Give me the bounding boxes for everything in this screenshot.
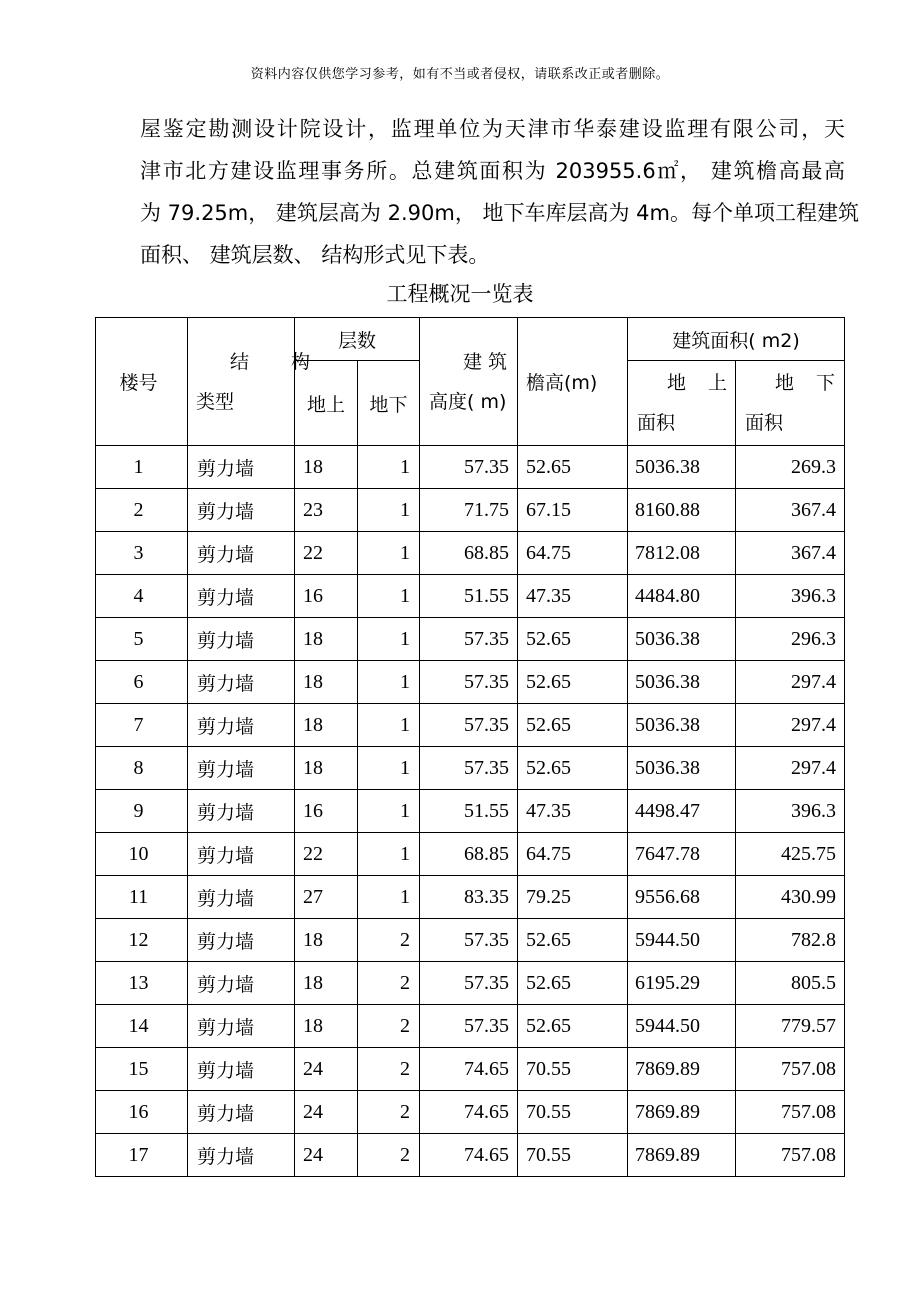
cell-floors-below: 1 bbox=[358, 876, 420, 919]
cell-structure-type: 剪力墙 bbox=[188, 1134, 295, 1177]
cell-building-height: 74.65 bbox=[420, 1091, 518, 1134]
cell-area-below: 367.4 bbox=[736, 532, 845, 575]
cell-floors-above: 16 bbox=[295, 575, 358, 618]
table-row bbox=[96, 876, 845, 919]
project-overview-table bbox=[95, 317, 845, 1177]
cell-building-height: 51.55 bbox=[420, 575, 518, 618]
header-building-height bbox=[420, 318, 518, 446]
table-row bbox=[96, 833, 845, 876]
cell-area-above: 5036.38 bbox=[628, 661, 736, 704]
cell-floors-below: 2 bbox=[358, 1048, 420, 1091]
cell-area-above: 5036.38 bbox=[628, 704, 736, 747]
cell-floors-above: 27 bbox=[295, 876, 358, 919]
cell-building-height: 71.75 bbox=[420, 489, 518, 532]
cell-floors-below: 2 bbox=[358, 1005, 420, 1048]
cell-area-above: 7869.89 bbox=[628, 1048, 736, 1091]
cell-structure-type: 剪力墙 bbox=[188, 1048, 295, 1091]
cell-structure-type: 剪力墙 bbox=[188, 618, 295, 661]
cell-building-height: 57.35 bbox=[420, 962, 518, 1005]
cell-area-above: 4498.47 bbox=[628, 790, 736, 833]
cell-building-no: 15 bbox=[96, 1048, 188, 1091]
cell-structure-type: 剪力墙 bbox=[188, 446, 295, 489]
cell-area-above: 7812.08 bbox=[628, 532, 736, 575]
cell-floors-above: 18 bbox=[295, 704, 358, 747]
header-height-line1: 建 筑 bbox=[462, 350, 508, 373]
header-area-below bbox=[736, 361, 845, 446]
cell-structure-type: 剪力墙 bbox=[188, 876, 295, 919]
cell-building-no: 8 bbox=[96, 747, 188, 790]
header-eave-height: 檐高(m) bbox=[518, 318, 628, 446]
cell-area-below: 779.57 bbox=[736, 1005, 845, 1048]
cell-building-no: 7 bbox=[96, 704, 188, 747]
cell-eave-height: 70.55 bbox=[518, 1134, 628, 1177]
cell-floors-below: 1 bbox=[358, 575, 420, 618]
cell-eave-height: 52.65 bbox=[518, 919, 628, 962]
cell-eave-height: 52.65 bbox=[518, 962, 628, 1005]
paragraph-line: 津市北方建设监理事务所。总建筑面积为 203955.6㎡， 建筑檐高最高 bbox=[140, 159, 845, 183]
header-structure-line1: 结 构 bbox=[230, 350, 310, 373]
cell-area-below: 396.3 bbox=[736, 575, 845, 618]
cell-building-height: 57.35 bbox=[420, 919, 518, 962]
header-floors-below: 地下 bbox=[358, 361, 420, 446]
cell-building-no: 14 bbox=[96, 1005, 188, 1048]
paragraph-line: 为 79.25m， 建筑层高为 2.90m， 地下车库层高为 4m。每个单项工程建筑 bbox=[140, 201, 859, 225]
cell-area-below: 425.75 bbox=[736, 833, 845, 876]
header-structure-type bbox=[188, 318, 310, 446]
table-row bbox=[96, 747, 845, 790]
cell-building-height: 68.85 bbox=[420, 532, 518, 575]
cell-floors-above: 18 bbox=[295, 919, 358, 962]
header-area-above-line1: 地 上 bbox=[667, 372, 728, 394]
cell-eave-height: 52.65 bbox=[518, 747, 628, 790]
cell-eave-height: 67.15 bbox=[518, 489, 628, 532]
cell-structure-type: 剪力墙 bbox=[188, 1091, 295, 1134]
cell-eave-height: 47.35 bbox=[518, 575, 628, 618]
cell-area-above: 7869.89 bbox=[628, 1091, 736, 1134]
cell-floors-above: 24 bbox=[295, 1134, 358, 1177]
table-row bbox=[96, 575, 845, 618]
cell-area-below: 269.3 bbox=[736, 446, 845, 489]
copyright-notice: 资料内容仅供您学习参考，如有不当或者侵权，请联系改正或者删除。 bbox=[250, 67, 670, 82]
table-header-row bbox=[96, 318, 845, 361]
header-area-below-line1: 地 下 bbox=[775, 372, 836, 394]
cell-area-below: 297.4 bbox=[736, 661, 845, 704]
cell-eave-height: 52.65 bbox=[518, 1005, 628, 1048]
cell-eave-height: 64.75 bbox=[518, 532, 628, 575]
cell-building-no: 2 bbox=[96, 489, 188, 532]
table-row bbox=[96, 704, 845, 747]
header-area-below-line2: 面积 bbox=[745, 412, 784, 434]
cell-building-no: 4 bbox=[96, 575, 188, 618]
cell-structure-type: 剪力墙 bbox=[188, 489, 295, 532]
table-row bbox=[96, 790, 845, 833]
cell-area-below: 296.3 bbox=[736, 618, 845, 661]
cell-floors-above: 23 bbox=[295, 489, 358, 532]
table-row bbox=[96, 446, 845, 489]
cell-floors-below: 2 bbox=[358, 962, 420, 1005]
header-area-above-line2: 面积 bbox=[637, 412, 676, 434]
cell-floors-below: 1 bbox=[358, 833, 420, 876]
cell-area-below: 805.5 bbox=[736, 962, 845, 1005]
header-floors: 层数 bbox=[295, 318, 420, 361]
cell-floors-above: 22 bbox=[295, 532, 358, 575]
table-row bbox=[96, 1005, 845, 1048]
header-height-line2: 高度( m) bbox=[429, 390, 507, 413]
cell-area-above: 6195.29 bbox=[628, 962, 736, 1005]
cell-structure-type: 剪力墙 bbox=[188, 919, 295, 962]
table-row bbox=[96, 962, 845, 1005]
cell-building-no: 3 bbox=[96, 532, 188, 575]
table-title: 工程概况一览表 bbox=[386, 282, 534, 306]
cell-building-no: 12 bbox=[96, 919, 188, 962]
cell-area-below: 782.8 bbox=[736, 919, 845, 962]
cell-floors-above: 16 bbox=[295, 790, 358, 833]
cell-area-above: 8160.88 bbox=[628, 489, 736, 532]
cell-building-height: 57.35 bbox=[420, 661, 518, 704]
table-row bbox=[96, 919, 845, 962]
header-structure-line2: 类型 bbox=[196, 390, 235, 413]
cell-area-above: 9556.68 bbox=[628, 876, 736, 919]
cell-area-below: 396.3 bbox=[736, 790, 845, 833]
cell-structure-type: 剪力墙 bbox=[188, 747, 295, 790]
cell-area-above: 5036.38 bbox=[628, 747, 736, 790]
cell-building-no: 1 bbox=[96, 446, 188, 489]
cell-building-no: 6 bbox=[96, 661, 188, 704]
cell-building-height: 51.55 bbox=[420, 790, 518, 833]
cell-structure-type: 剪力墙 bbox=[188, 661, 295, 704]
paragraph-line: 面积、 建筑层数、 结构形式见下表。 bbox=[140, 243, 490, 267]
cell-area-above: 5036.38 bbox=[628, 446, 736, 489]
cell-area-below: 757.08 bbox=[736, 1048, 845, 1091]
paragraph-line: 屋鉴定勘测设计院设计，监理单位为天津市华泰建设监理有限公司，天 bbox=[140, 117, 845, 141]
cell-eave-height: 64.75 bbox=[518, 833, 628, 876]
cell-floors-above: 18 bbox=[295, 661, 358, 704]
cell-eave-height: 52.65 bbox=[518, 446, 628, 489]
cell-floors-below: 1 bbox=[358, 661, 420, 704]
cell-area-below: 297.4 bbox=[736, 747, 845, 790]
cell-floors-below: 1 bbox=[358, 704, 420, 747]
cell-building-height: 74.65 bbox=[420, 1134, 518, 1177]
cell-structure-type: 剪力墙 bbox=[188, 704, 295, 747]
cell-building-height: 57.35 bbox=[420, 1005, 518, 1048]
cell-structure-type: 剪力墙 bbox=[188, 1005, 295, 1048]
table-row bbox=[96, 532, 845, 575]
cell-floors-above: 18 bbox=[295, 1005, 358, 1048]
cell-floors-above: 18 bbox=[295, 446, 358, 489]
cell-building-height: 74.65 bbox=[420, 1048, 518, 1091]
cell-building-height: 57.35 bbox=[420, 446, 518, 489]
cell-floors-above: 24 bbox=[295, 1048, 358, 1091]
cell-building-no: 10 bbox=[96, 833, 188, 876]
cell-floors-above: 18 bbox=[295, 962, 358, 1005]
cell-structure-type: 剪力墙 bbox=[188, 532, 295, 575]
cell-building-no: 13 bbox=[96, 962, 188, 1005]
cell-eave-height: 47.35 bbox=[518, 790, 628, 833]
cell-building-height: 57.35 bbox=[420, 704, 518, 747]
cell-area-above: 4484.80 bbox=[628, 575, 736, 618]
table-row bbox=[96, 661, 845, 704]
cell-building-no: 17 bbox=[96, 1134, 188, 1177]
cell-floors-below: 1 bbox=[358, 532, 420, 575]
cell-area-below: 757.08 bbox=[736, 1091, 845, 1134]
cell-eave-height: 52.65 bbox=[518, 618, 628, 661]
cell-eave-height: 70.55 bbox=[518, 1091, 628, 1134]
table-row bbox=[96, 1134, 845, 1177]
cell-structure-type: 剪力墙 bbox=[188, 833, 295, 876]
cell-area-above: 7647.78 bbox=[628, 833, 736, 876]
cell-floors-below: 1 bbox=[358, 790, 420, 833]
cell-floors-below: 2 bbox=[358, 1091, 420, 1134]
cell-floors-below: 1 bbox=[358, 618, 420, 661]
cell-area-above: 5944.50 bbox=[628, 919, 736, 962]
cell-area-below: 430.99 bbox=[736, 876, 845, 919]
cell-building-height: 68.85 bbox=[420, 833, 518, 876]
cell-floors-above: 22 bbox=[295, 833, 358, 876]
body-paragraph bbox=[140, 108, 859, 276]
cell-floors-below: 1 bbox=[358, 747, 420, 790]
cell-building-height: 83.35 bbox=[420, 876, 518, 919]
table-row bbox=[96, 489, 845, 532]
cell-eave-height: 79.25 bbox=[518, 876, 628, 919]
header-area-above bbox=[628, 361, 736, 446]
table-row bbox=[96, 1048, 845, 1091]
cell-building-height: 57.35 bbox=[420, 618, 518, 661]
cell-area-above: 5944.50 bbox=[628, 1005, 736, 1048]
cell-eave-height: 52.65 bbox=[518, 704, 628, 747]
cell-floors-above: 18 bbox=[295, 747, 358, 790]
table-row bbox=[96, 1091, 845, 1134]
cell-building-no: 9 bbox=[96, 790, 188, 833]
cell-building-no: 16 bbox=[96, 1091, 188, 1134]
table-row bbox=[96, 618, 845, 661]
header-floors-above: 地上 bbox=[295, 361, 358, 446]
cell-building-no: 5 bbox=[96, 618, 188, 661]
cell-floors-below: 1 bbox=[358, 489, 420, 532]
cell-eave-height: 52.65 bbox=[518, 661, 628, 704]
header-building-no: 楼号 bbox=[96, 318, 188, 446]
cell-floors-above: 18 bbox=[295, 618, 358, 661]
cell-building-no: 11 bbox=[96, 876, 188, 919]
cell-structure-type: 剪力墙 bbox=[188, 575, 295, 618]
cell-area-below: 757.08 bbox=[736, 1134, 845, 1177]
cell-eave-height: 70.55 bbox=[518, 1048, 628, 1091]
cell-area-below: 367.4 bbox=[736, 489, 845, 532]
cell-building-height: 57.35 bbox=[420, 747, 518, 790]
cell-floors-below: 1 bbox=[358, 446, 420, 489]
cell-floors-below: 2 bbox=[358, 1134, 420, 1177]
cell-area-above: 7869.89 bbox=[628, 1134, 736, 1177]
cell-area-below: 297.4 bbox=[736, 704, 845, 747]
cell-area-above: 5036.38 bbox=[628, 618, 736, 661]
cell-floors-below: 2 bbox=[358, 919, 420, 962]
cell-structure-type: 剪力墙 bbox=[188, 962, 295, 1005]
cell-floors-above: 24 bbox=[295, 1091, 358, 1134]
header-floor-area: 建筑面积( m2) bbox=[628, 318, 845, 361]
cell-structure-type: 剪力墙 bbox=[188, 790, 295, 833]
